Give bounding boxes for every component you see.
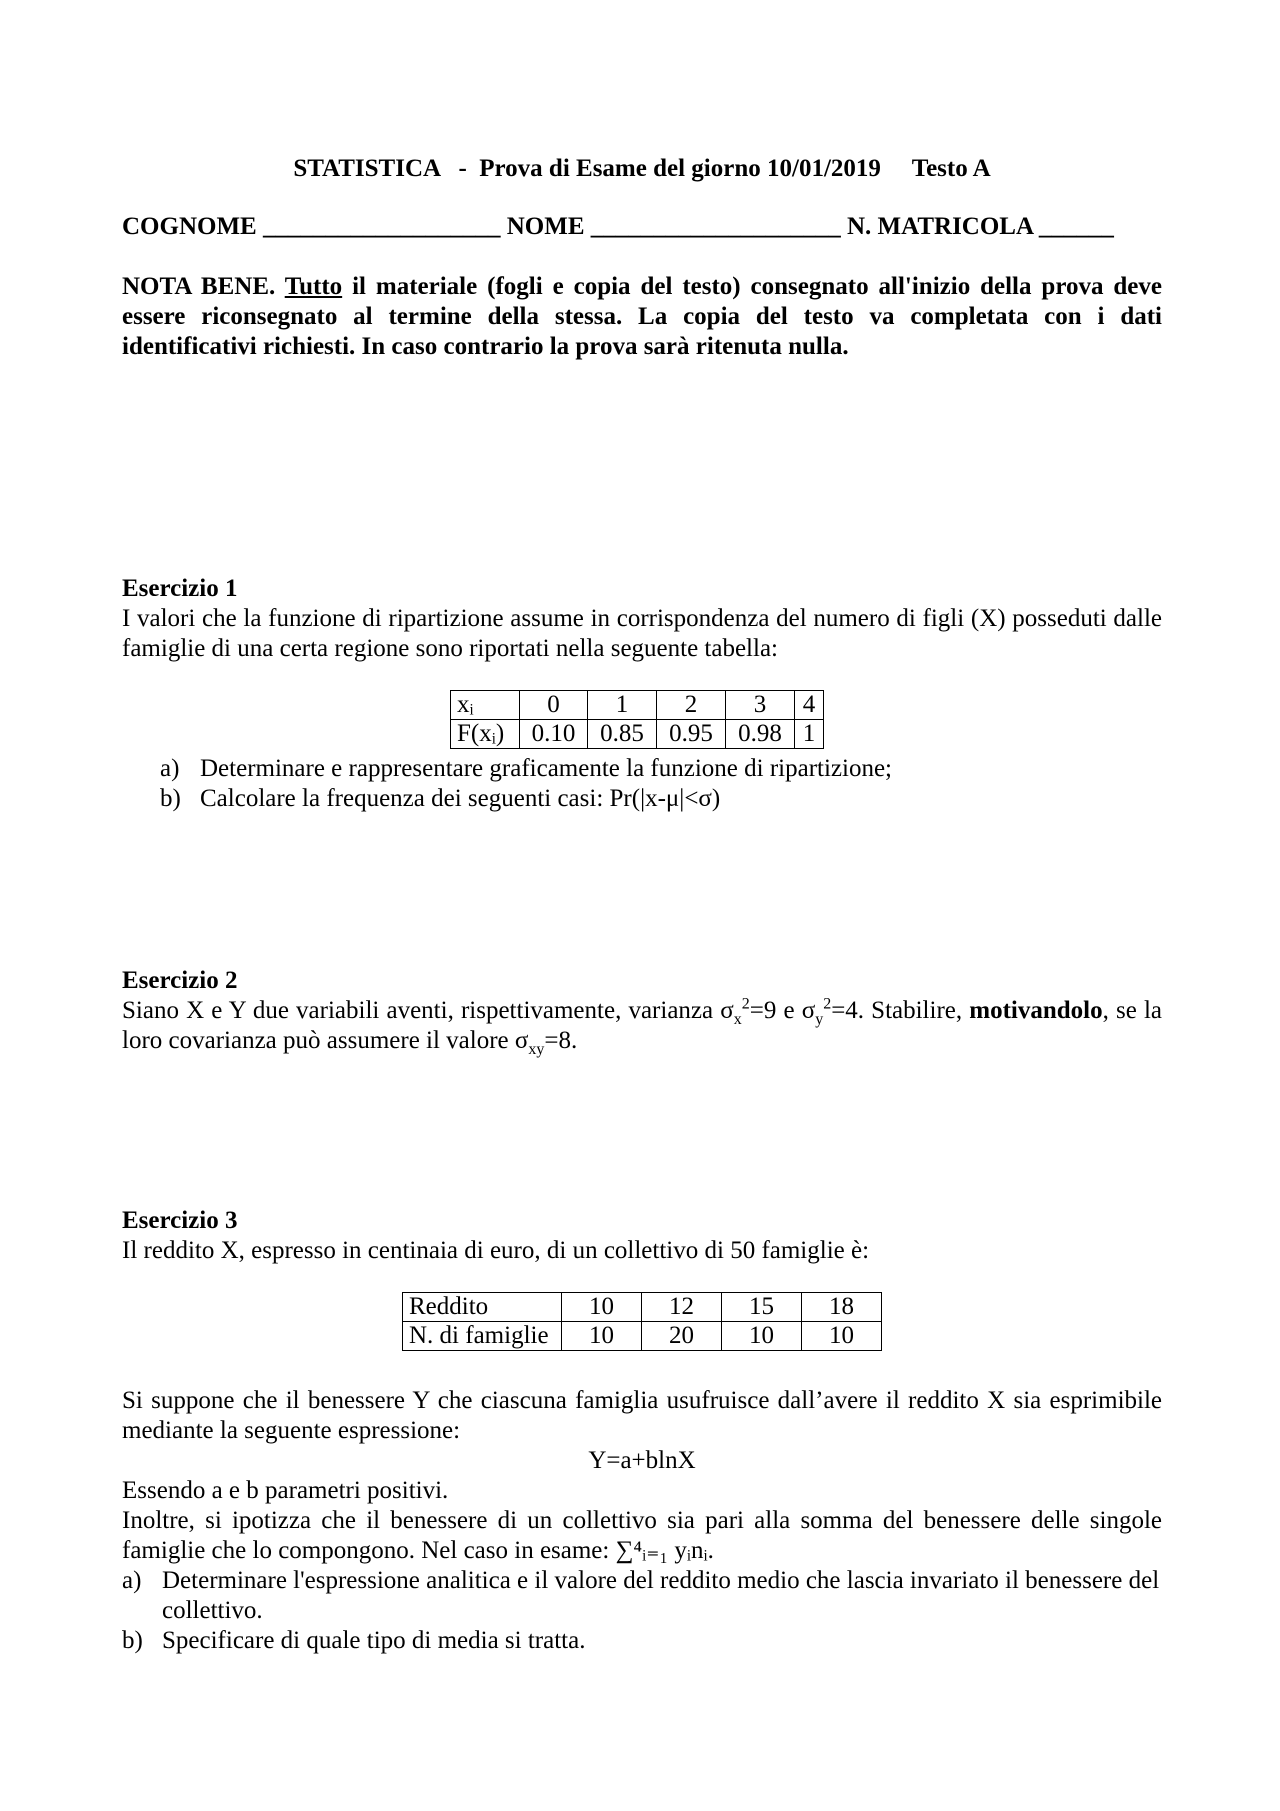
text-run: =4. Stabilire, (831, 997, 963, 1024)
text-run: Inoltre, si ipotizza che il benessere di un collettivo sia pari alla somma del benessere delle singole famiglie che lo compongono. Nel caso in esame: (122, 1507, 1162, 1564)
sum-formula: ∑⁴ᵢ₌₁ yᵢnᵢ. (615, 1537, 714, 1564)
exercise-3-paragraph: Si suppone che il benessere Y che ciascuna famiglia usufruisce dall’avere il reddito X sia esprimibile mediante la seguente espressione: (122, 1387, 1162, 1444)
superscript-2: 2 (741, 995, 750, 1013)
table-cell: 12 (642, 1293, 722, 1322)
exercise-3-body (122, 1386, 1162, 1656)
table-cell: 1 (795, 720, 824, 749)
income-table (402, 1292, 882, 1351)
cdf-table (450, 690, 824, 749)
student-id-line: COGNOME ___________________ NOME ____________________ N. MATRICOLA ______ (122, 213, 1114, 240)
table-row (403, 1322, 882, 1351)
nota-text: il materiale (fogli e copia del testo) consegnato all'inizio della prova deve essere riconsegnato al termine della stessa. La copia del testo va completata con i dati identificativi richiesti. In caso contrario la prova sarà ritenuta nulla. (122, 273, 1162, 360)
exercise-1-title: Esercizio 1 (122, 575, 238, 602)
item-label: a) (122, 1567, 142, 1594)
list-item (122, 1566, 1162, 1626)
table-row (403, 1293, 882, 1322)
nota-bene-notice (122, 272, 1162, 362)
exercise-3-paragraph (122, 1506, 1162, 1566)
table-cell-label: Reddito (403, 1293, 562, 1322)
table-cell: 1 (588, 691, 657, 720)
item-text: Calcolare la frequenza dei seguenti casi: Pr(|x-μ|<σ) (200, 785, 721, 812)
table-row (451, 691, 824, 720)
table-cell: 10 (562, 1322, 642, 1351)
list-item (122, 784, 1162, 814)
exercise-3-paragraph: Essendo a e b parametri positivi. (122, 1477, 449, 1504)
superscript-2: 2 (823, 995, 832, 1013)
table-cell: 0.85 (588, 720, 657, 749)
formula: Y=a+blnX (588, 1447, 696, 1474)
item-label: a) (160, 755, 180, 782)
list-item (122, 1626, 1162, 1656)
table-cell: 4 (795, 691, 824, 720)
item-label: b) (160, 785, 181, 812)
exercise-1-questions (122, 754, 1162, 814)
table-cell: 20 (642, 1322, 722, 1351)
subscript-x: x (733, 1011, 742, 1028)
nota-prefix: NOTA BENE. (122, 273, 276, 300)
table-cell-label: F(xᵢ) (451, 720, 520, 749)
item-text: Determinare l'espressione analitica e il valore del reddito medio che lascia invariato il benessere del collettivo. (162, 1567, 1160, 1624)
table-cell: 2 (657, 691, 726, 720)
item-label: b) (122, 1627, 143, 1654)
table-cell-label: N. di famiglie (403, 1322, 562, 1351)
table-row (451, 720, 824, 749)
subscript-y: y (815, 1011, 824, 1028)
exercise-2-title: Esercizio 2 (122, 967, 238, 994)
text-run: Siano X e Y due variabili aventi, rispettivamente, varianza σ (122, 997, 734, 1024)
table-cell: 15 (722, 1293, 802, 1322)
exam-title: STATISTICA - Prova di Esame del giorno 10/01/2019 Testo A (293, 155, 991, 182)
exercise-1-text: I valori che la funzione di ripartizione assume in corrispondenza del numero di figli (X) posseduti dalle famiglie di una certa regione sono riportati nella seguente tabella: (122, 605, 1162, 662)
table-cell: 0.98 (726, 720, 795, 749)
exercise-2-text (122, 996, 1162, 1056)
item-text: Specificare di quale tipo di media si tratta. (162, 1627, 586, 1654)
exercise-3-title: Esercizio 3 (122, 1207, 238, 1234)
table-cell: 18 (802, 1293, 882, 1322)
exercise-1 (122, 574, 1162, 664)
exercise-3 (122, 1206, 1162, 1266)
text-run: =9 e σ (749, 997, 816, 1024)
table-cell: 3 (726, 691, 795, 720)
table-cell: 0.95 (657, 720, 726, 749)
bold-word: motivandolo (969, 997, 1103, 1024)
exercise-3-text: Il reddito X, espresso in centinaia di euro, di un collettivo di 50 famiglie è: (122, 1237, 870, 1264)
exercise-2 (122, 966, 1162, 1056)
nota-underlined-word: Tutto (284, 273, 343, 300)
table-cell: 0.10 (520, 720, 588, 749)
text-run: =8. (544, 1027, 578, 1054)
list-item (122, 754, 1162, 784)
item-text: Determinare e rappresentare graficamente la funzione di ripartizione; (200, 755, 892, 782)
table-cell-label: xᵢ (451, 691, 520, 720)
subscript-xy: xy (528, 1041, 545, 1058)
table-cell: 10 (722, 1322, 802, 1351)
text-run: , se la loro covarianza può assumere il valore σ (122, 997, 1163, 1054)
table-cell: 0 (520, 691, 588, 720)
table-cell: 10 (802, 1322, 882, 1351)
table-cell: 10 (562, 1293, 642, 1322)
